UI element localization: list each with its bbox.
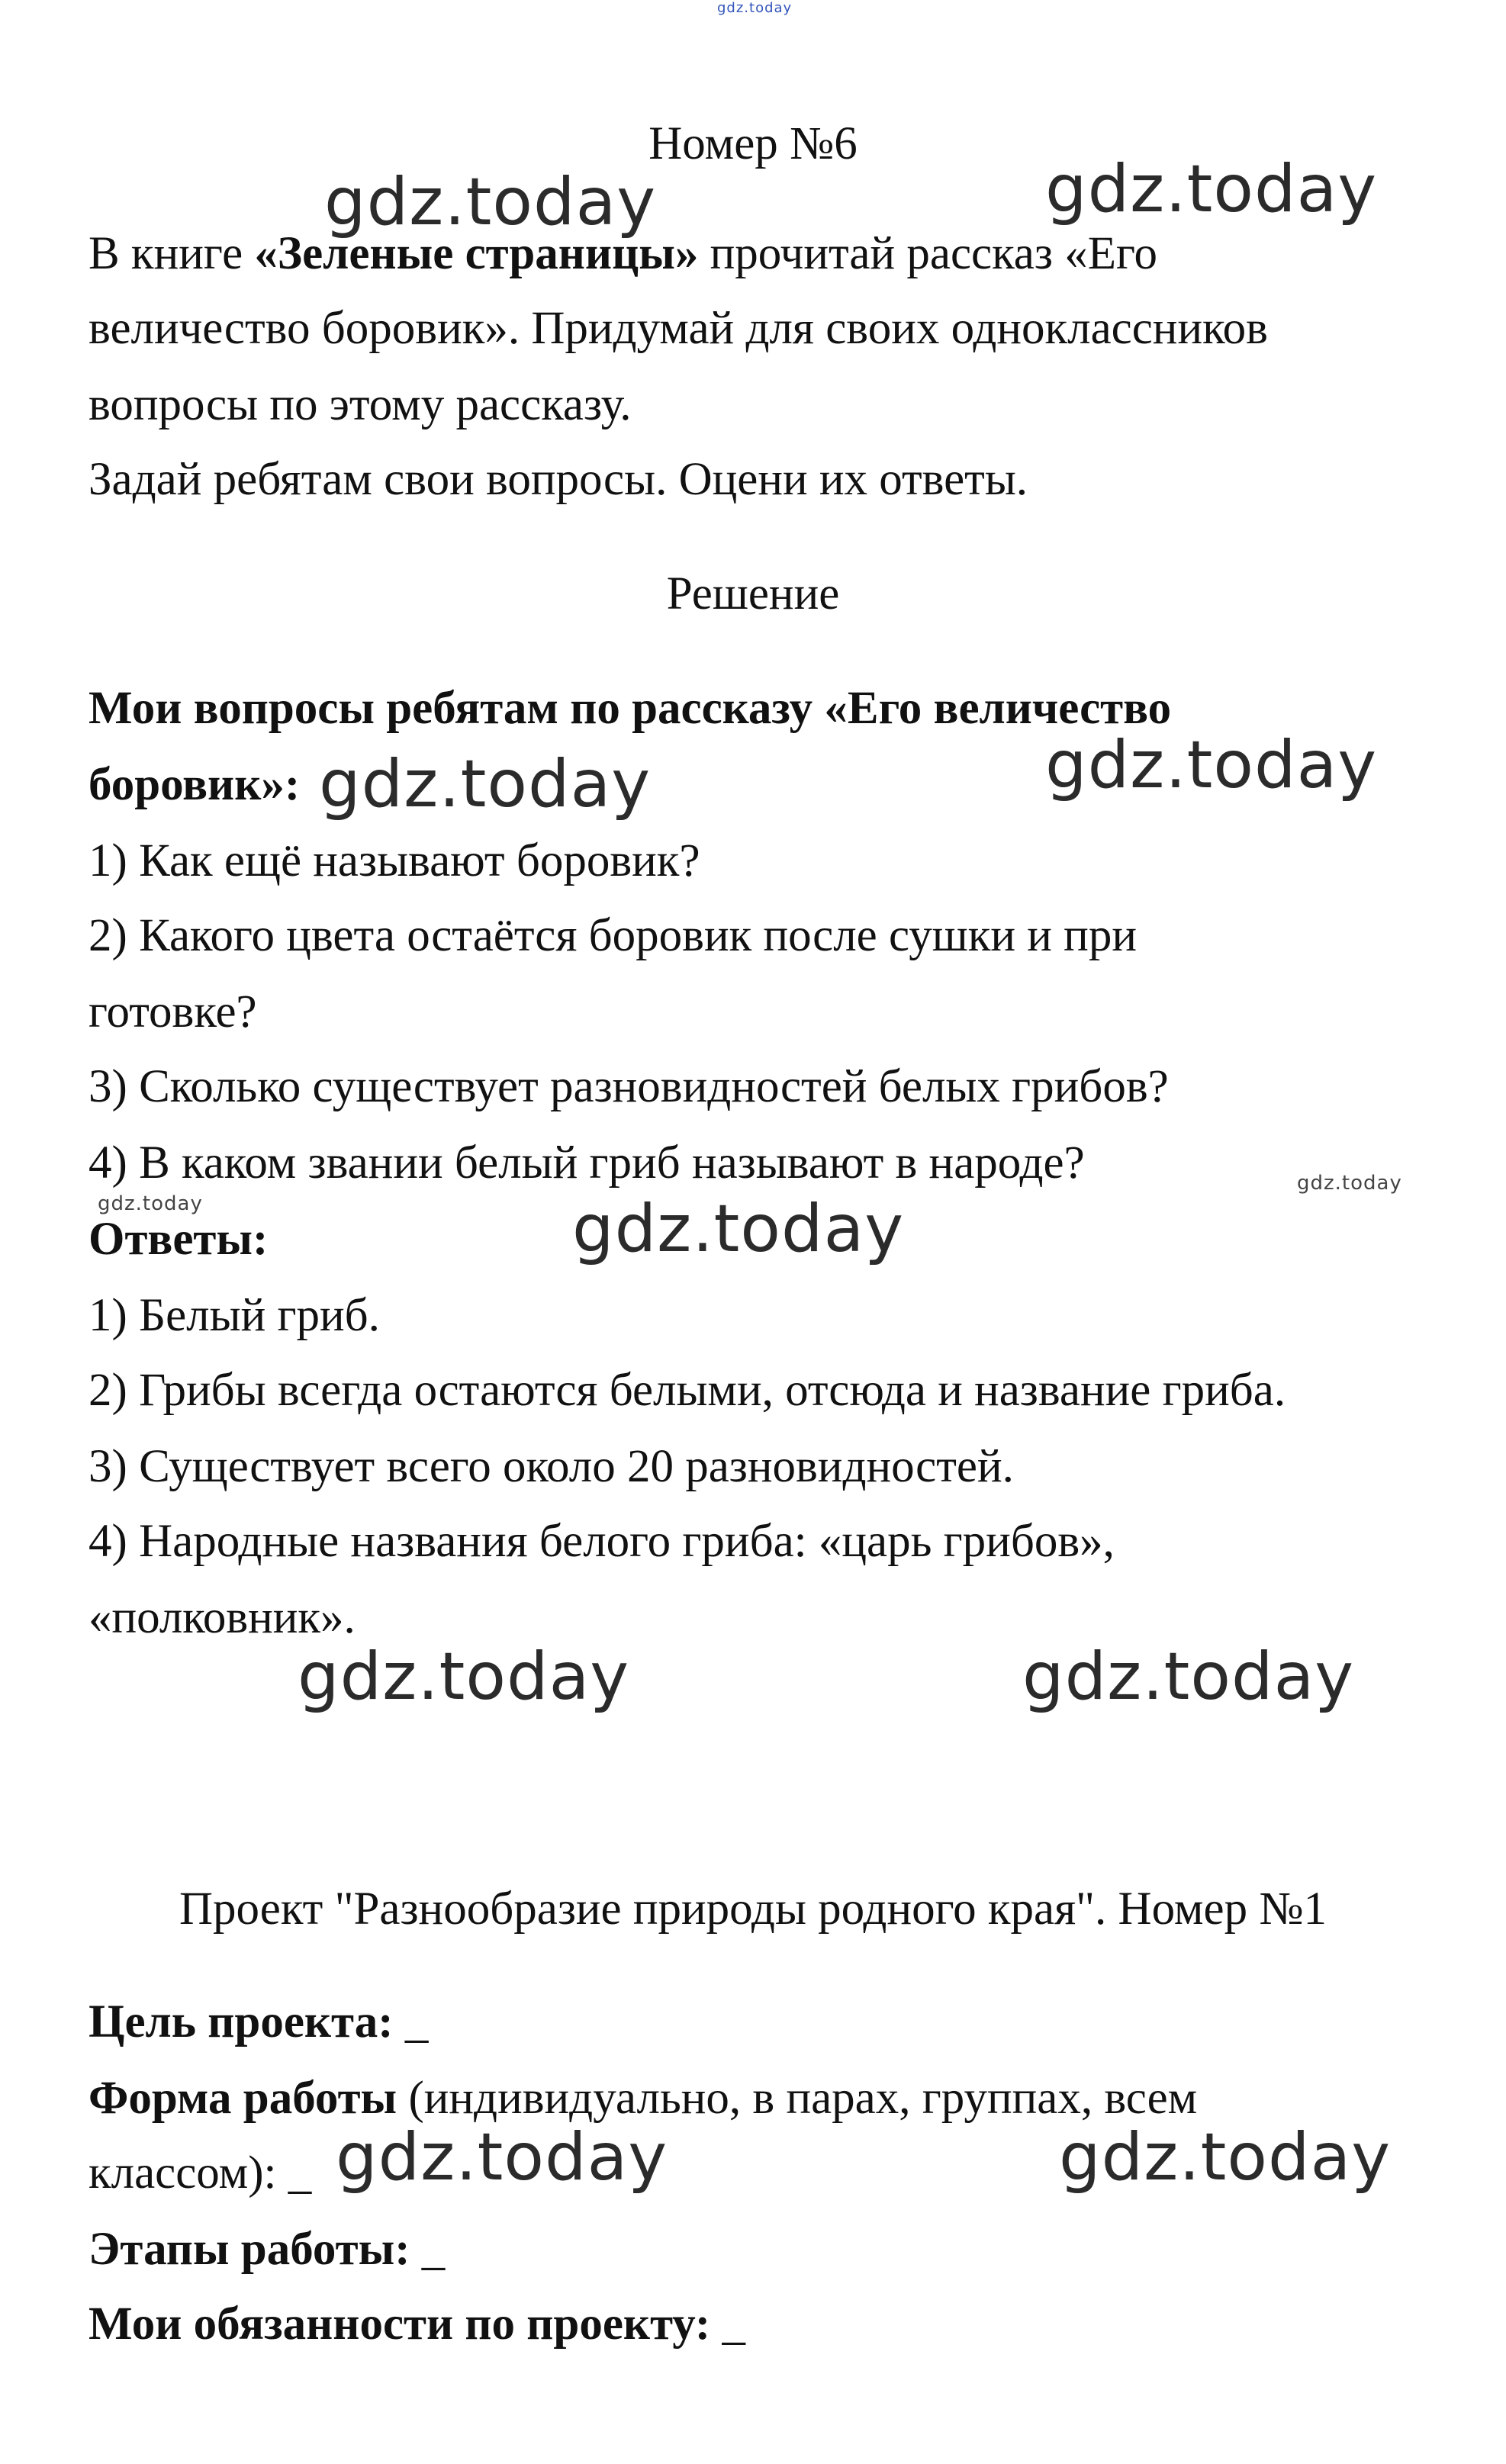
intro-suffix: прочитай рассказ «Его bbox=[698, 228, 1157, 279]
answer-1: 1) Белый гриб. bbox=[88, 1290, 380, 1341]
duties-label: Мои обязанности по проекту: bbox=[88, 2298, 711, 2350]
watermark: gdz.today bbox=[324, 164, 657, 240]
question-2: 2) Какого цвета остаётся боровик после сушки и при bbox=[88, 910, 1137, 961]
answer-4: 4) Народные названия белого гриба: «царь грибов», bbox=[88, 1516, 1115, 1567]
question-3: 3) Сколько существует разновидностей белых грибов? bbox=[88, 1061, 1169, 1112]
question-2-cont: готовке? bbox=[88, 986, 257, 1037]
goal-label: Цель проекта: bbox=[88, 1996, 394, 2047]
watermark: gdz.today bbox=[1045, 727, 1378, 803]
watermark: gdz.today bbox=[1059, 2119, 1392, 2195]
task-title: Номер №6 bbox=[648, 118, 858, 169]
task-intro-line-2: величество боровик». Придумай для своих одноклассников bbox=[88, 303, 1268, 354]
project-form bbox=[88, 2073, 1198, 2124]
watermark: gdz.today bbox=[336, 2119, 668, 2195]
watermark: gdz.today bbox=[1045, 151, 1378, 227]
watermark-small: gdz.today bbox=[1297, 1172, 1402, 1195]
answers-heading: Ответы: bbox=[88, 1214, 269, 1265]
task-intro-line-1 bbox=[88, 230, 1157, 277]
intro-prefix: В книге bbox=[88, 228, 255, 279]
watermark: gdz.today bbox=[1022, 1639, 1355, 1715]
form-rest: (индивидуально, в парах, группах, всем bbox=[397, 2073, 1198, 2124]
answer-4-cont: «полковник». bbox=[88, 1592, 356, 1643]
stages-value: _ bbox=[410, 2224, 446, 2275]
questions-heading-line-1: Мои вопросы ребятам по рассказу «Его величество bbox=[88, 683, 1172, 734]
project-duties bbox=[88, 2298, 745, 2350]
question-1: 1) Как ещё называют боровик? bbox=[88, 835, 700, 886]
duties-value: _ bbox=[710, 2298, 745, 2350]
question-4: 4) В каком звании белый гриб называют в народе? bbox=[88, 1137, 1085, 1189]
watermark: gdz.today bbox=[319, 746, 652, 822]
book-title: «Зеленые страницы» bbox=[254, 228, 699, 279]
watermark-small: gdz.today bbox=[98, 1192, 203, 1215]
project-title: Проект "Разнообразие природы родного края". Номер №1 bbox=[179, 1883, 1327, 1935]
solution-label: Решение bbox=[666, 568, 840, 619]
project-stages bbox=[88, 2226, 445, 2273]
watermark: gdz.today bbox=[298, 1639, 630, 1715]
form-label: Форма работы bbox=[88, 2073, 397, 2124]
goal-value: _ bbox=[393, 1996, 429, 2047]
watermark: gdz.today bbox=[572, 1191, 905, 1267]
questions-heading-line-2: боровик»: bbox=[88, 759, 301, 810]
task-intro-line-3: вопросы по этому рассказу. bbox=[88, 379, 632, 430]
watermark-top: gdz.today bbox=[717, 0, 793, 16]
task-intro-line-4: Задай ребятам свои вопросы. Оцени их ответы. bbox=[88, 454, 1028, 505]
project-goal bbox=[88, 1996, 429, 2047]
stages-label: Этапы работы: bbox=[88, 2224, 410, 2275]
answer-3: 3) Существует всего около 20 разновидностей. bbox=[88, 1441, 1014, 1492]
answer-2: 2) Грибы всегда остаются белыми, отсюда и название гриба. bbox=[88, 1365, 1286, 1416]
project-form-line-2: классом): _ bbox=[88, 2147, 312, 2199]
